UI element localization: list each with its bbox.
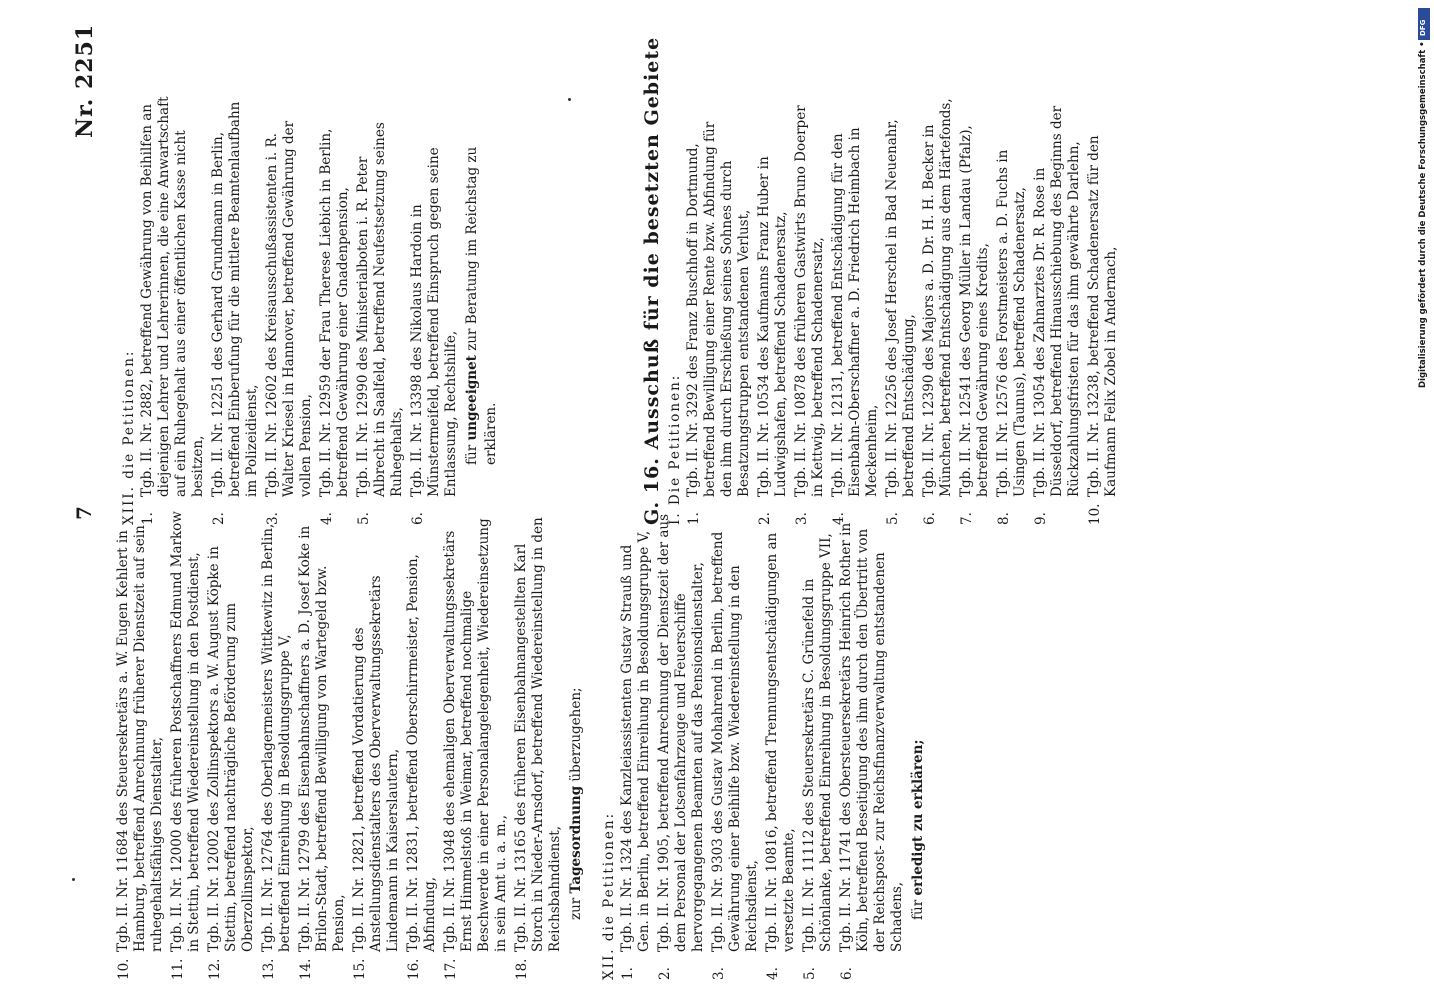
petition-item [619,510,653,980]
petition-text: Tgb. II. Nr. 12990 des Ministerialboten i. R. Peter Albrecht in Saalfeld, betreffend Neufestsetzung seines Ruhegehalts, [355,122,405,497]
petition-item [409,95,460,525]
petition-number: 1. [686,512,702,525]
petition-item [995,95,1029,525]
petition-text: Tgb. II. Nr. 13398 des Nikolaus Hardoin in Münstermeifeld, betreffend Einspruch gegen seine Entlassung, Rechtshilfe, [409,147,459,497]
petition-number: 14. [298,958,314,980]
petition-number: 12. [207,958,223,980]
petition-item [513,510,564,980]
petition-number: 16. [406,958,422,980]
petition-item [351,510,402,980]
petition-text: Tgb. II. Nr. 12831, betreffend Oberschirrmeister, Pension, Abfindung, [405,554,438,952]
petition-item [318,95,352,525]
resolution-keyword: erledigt zu erklären; [910,739,926,896]
column-section-xiii [120,95,501,525]
petition-text: Tgb. II. Nr. 11741 des Obersteuersekretärs Heinrich Rother in Köln, betreffend Beseitigung des ihm durch den Übertritt von der Reichspost- zur Reichsfinanzverwaltung entstandenen Schadens, [838,522,905,952]
petition-text: Tgb. II. Nr. 12002 des Zollinspektors a. W. August Köpke in Stettin, betreffend nachträgliche Beförderung zum Oberzollinspektor, [206,546,256,952]
resolution-keyword: ungeeignet [464,355,480,441]
heading-text: Die Petitionen: [667,373,683,506]
petition-number: 2. [757,512,773,525]
column-petitions-10-18 [115,510,586,980]
petition-text: Tgb. II. Nr. 13238, betreffend Schadenersatz für den Kaufmann Felix Zobel in Andernach, [1086,135,1119,497]
petition-text: Tgb. II. Nr. 9303 des Gustav Mohahrend in Berlin, betreffend Gewährung einer Beihilfe bzw. Wiedereinstellung in den Reichsdienst, [710,531,760,952]
resolution-line [463,95,501,525]
petition-number: 6. [410,512,426,525]
petition-number: 4. [831,512,847,525]
petition-text: Tgb. II. Nr. 12821, betreffend Vordatierung des Anstellungsdienstalters des Oberverwaltungssekretärs Lindemann in Kaiserslautern, [351,575,401,952]
petition-item [264,95,315,525]
petition-item [139,95,207,525]
petition-item [115,510,166,980]
petition-text: Tgb. II. Nr. 12000 des früheren Postschaffners Edmund Markow in Stettin, betreffend Wiedereinstellung in den Postdienst, [169,511,202,952]
petition-item [685,95,753,525]
resolution-prefix: für [464,444,480,465]
resolution-suffix: zur Beratung im Reichstag zu erklären. [464,146,499,465]
petition-text: Tgb. II. Nr. 13165 des früheren Eisenbahnangestellten Karl Storch in Nieder-Arnsdorf, betreffend Wiedereinstellung in den Reichsbahndienst, [513,517,563,952]
petition-text: Tgb. II. Nr. 12602 des Kreisausschußassistenten i. R. Walter Kriesel in Hannover, betreffend Gewährung der vollen Pension, [264,120,314,497]
petition-item [838,510,906,980]
petition-item [756,95,790,525]
petition-number: 13. [261,958,277,980]
petition-number: 5. [802,967,818,980]
petition-item [921,95,955,525]
petition-item [1086,95,1120,525]
petition-text: Tgb. II. Nr. 12576 des Forstmeisters a. D. Fuchs in Usingen (Taunus), betreffend Schadenersatz, [995,149,1028,497]
roman-numeral: XIII. [121,485,137,525]
petition-item [801,510,835,980]
petition-item [355,95,406,525]
dfg-logo-text: DFG [1419,19,1427,36]
petition-text: Tgb. II. Nr. 3292 des Franz Buschhoff in Dortmund, betreffend Bewilligung einer Rente bzw. Abfindung für den ihm durch Erschießung seines Sohnes durch Besatzungstruppen entstandenen Verlust, [685,121,752,497]
petition-number: 9. [1033,512,1049,525]
petition-number: 1. [620,967,636,980]
petition-number: 3. [711,967,727,980]
petition-text: Tgb. II. Nr. 2882, betreffend Gewährung von Beihilfen an diejenigen Lehrer und Lehrerinnen, die eine Anwartschaft auf ein Ruhegehalt aus einer öffentlichen Kasse nicht besitzen, [139,96,206,497]
section-heading-xiii [120,95,139,525]
petition-item [1032,95,1083,525]
petition-number: 5. [356,512,372,525]
petition-number: 10. [1087,503,1103,525]
petition-number: 11. [170,958,186,980]
petition-number: 6. [922,512,938,525]
petition-item [710,510,761,980]
petition-text: Tgb. II. Nr. 12256 des Josef Herschel in Bad Neuenahr, betreffend Entschädigung, [884,119,917,497]
petition-item [656,510,707,980]
petition-text: Tgb. II. Nr. 12131, betreffend Entschädigung für den Eisenbahn-Oberschaffner a. D. Friedrich Heimbach in Meckenheim, [830,127,880,497]
petition-number: 17. [443,958,459,980]
roman-numeral: XII. [601,947,617,980]
petition-text: Tgb. II. Nr. 12251 des Gerhard Grundmann in Berlin, betreffend Einberufung für die mittlere Beamtenlaufbahn im Polizeidienst, [210,101,260,497]
petition-item [764,510,798,980]
resolution-line [567,510,586,980]
resolution-suffix: überzugehen; [568,687,584,782]
petition-item [405,510,439,980]
petition-text: Tgb. II. Nr. 12390 des Majors a. D. Dr. H. H. Becker in München, betreffend Entschädigung aus dem Härtefonds, [921,98,954,497]
section-heading-i [666,95,685,525]
petition-number: 6. [839,967,855,980]
page-number: 7 [72,506,96,520]
dfg-logo [1418,8,1430,40]
heading-text: die Petitionen: [121,349,137,479]
column-section-g16 [635,36,1123,525]
petition-item [442,510,510,980]
page-reference: Nr. 2251 [72,23,98,138]
petition-number: 15. [352,958,368,980]
petition-text: Tgb. II. Nr. 1905, betreffend Anrechnung der Dienstzeit der aus dem Personal der Lotsenfahrzeuge und Feuerschiffe hervorgegangenen Beamten auf das Pensionsdienstalter, [656,513,706,952]
petition-item [884,95,918,525]
speck [72,878,75,881]
resolution-prefix: zur [568,897,584,920]
petition-text: Tgb. II. Nr. 13054 des Zahnarztes Dr. R. Rose in Düsseldorf, betreffend Hinausschiebung des Beginns der Rückzahlungsfristen für das ihm gewährte Darlehn, [1032,105,1082,497]
petition-item [169,510,203,980]
petition-item [297,510,348,980]
petition-number: 2. [211,512,227,525]
petition-item [793,95,827,525]
petition-text: Tgb. II. Nr. 10816, betreffend Trennungsentschädigungen an versetzte Beamte, [764,532,797,952]
petition-text: Tgb. II. Nr. 13048 des ehemaligen Oberverwaltungssekretärs Ernst Himmelstoß in Weimar, betreffend nochmalige Beschwerde in einer Personalangelegenheit, Wiedereinsetzung in sein Amt u. a. m., [442,518,509,952]
petition-number: 1. [140,512,156,525]
petition-item [958,95,992,525]
petition-text: Tgb. II. Nr. 11684 des Steuersekretärs a. W. Eugen Kehlert in Hamburg, betreffend Anrechnung früherer Dienstzeit auf sein ruhegehaltsfähiges Dienstalter, [115,525,165,952]
column-section-xii [600,510,928,980]
petition-item [206,510,257,980]
petition-number: 2. [657,967,673,980]
petition-text: Tgb. II. Nr. 12541 des Georg Müller in Landau (Pfalz), betreffend Gewährung eines Kredits, [958,125,991,497]
petition-number: 8. [996,512,1012,525]
heading-text: die Petitionen: [601,811,617,942]
petition-number: 18. [514,958,530,980]
resolution-keyword: Tagesordnung [568,785,584,894]
petition-item [210,95,261,525]
petition-number: 7. [959,512,975,525]
petition-number: 5. [885,512,901,525]
petition-text: Tgb. II. Nr. 11112 des Steuersekretärs C. Grünefeld in Schönlanke, betreffend Einreihung in Besoldungsgruppe VII, [801,533,834,952]
petition-item [260,510,294,980]
petition-text: Tgb. II. Nr. 10878 des früheren Gastwirts Bruno Doerper in Kettwig, betreffend Schadenersatz, [793,105,826,497]
resolution-line [909,510,928,980]
digitization-credit: Digitalisierung gefördert durch die Deutsche Forschungsgemeinschaft • [1418,41,1428,388]
petition-number: 4. [765,967,781,980]
speck [568,98,571,101]
section-heading-xii [600,510,619,980]
petition-text: Tgb. II. Nr. 12959 der Frau Therese Liebich in Berlin, betreffend Gewährung einer Gnadenpension, [318,128,351,497]
petition-number: 3. [794,512,810,525]
roman-numeral: I. [667,511,683,525]
petition-item [830,95,881,525]
resolution-prefix: für [910,899,926,920]
section-title-g16: G. 16. Ausschuß für die besetzten Gebiete [641,36,663,525]
petition-number: 4. [319,512,335,525]
petition-number: 3. [265,512,281,525]
petition-text: Tgb. II. Nr. 1324 des Kanzleiassistenten Gustav Strauß und Gen. in Berlin, betreffend Einreihung in Besoldungsgruppe V, [619,530,652,952]
petition-text: Tgb. II. Nr. 12799 des Eisenbahnschaffners a. D. Josef Koke in Brilon-Stadt, betreffend Bewilligung von Wartegeld bzw. Pension, [297,525,347,952]
petition-number: 10. [116,958,132,980]
petition-text: Tgb. II. Nr. 12764 des Oberlagermeisters Wittkewitz in Berlin, betreffend Einreihung in Besoldungsgruppe V, [260,523,293,952]
petition-text: Tgb. II. Nr. 10534 des Kaufmanns Franz Huber in Ludwigshafen, betreffend Schadenersatz, [756,156,789,497]
